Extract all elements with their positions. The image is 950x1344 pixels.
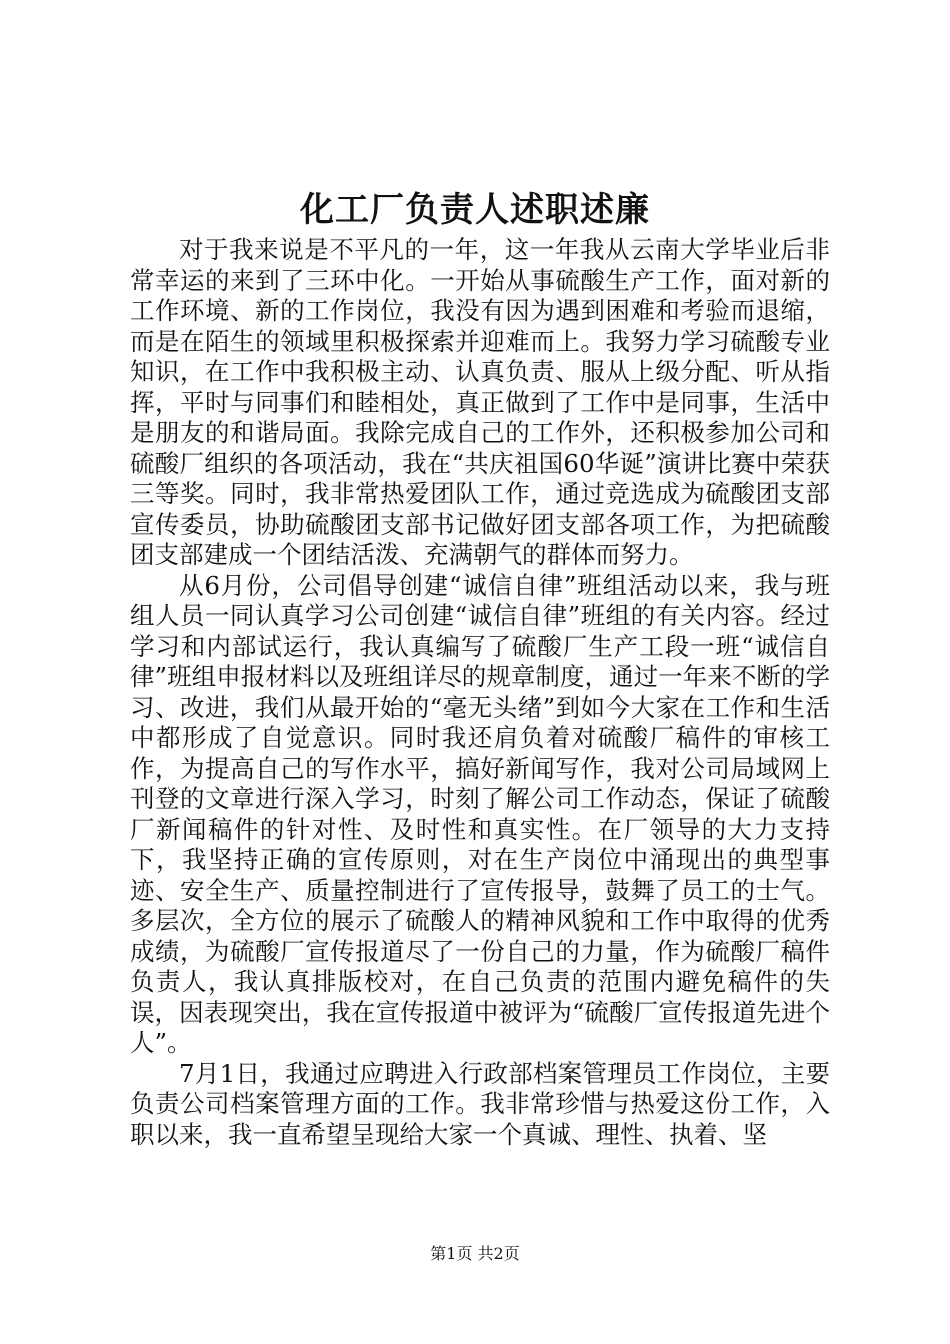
paragraph-3: 7月1日，我通过应聘进入行政部档案管理员工作岗位，主要负责公司档案管理方面的工作。我非常珍惜与热爱这份工作，入职以来，我一直希望呈现给大家一个真诚、理性、执着、坚 xyxy=(130,1058,830,1149)
document-body xyxy=(130,235,830,1150)
document-title: 化工厂负责人述职述廉 xyxy=(300,190,650,230)
page-number-footer: 第1页 共2页 xyxy=(430,1244,520,1263)
paragraph-2: 从6月份，公司倡导创建“诚信自律”班组活动以来，我与班组人员一同认真学习公司创建“诚信自律”班组的有关内容。经过学习和内部试运行，我认真编写了硫酸厂生产工段一班“诚信自律”班组申报材料以及班组详尽的规章制度，通过一年来不断的学习、改进，我们从最开始的“毫无头绪”到如今大家在工作和生活中都形成了自觉意识。同时我还肩负着对硫酸厂稿件的审核工作，为提高自己的写作水平，搞好新闻写作，我对公司局域网上刊登的文章进行深入学习，时刻了解公司工作动态，保证了硫酸厂新闻稿件的针对性、及时性和真实性。在厂领导的大力支持下，我坚持正确的宣传原则，对在生产岗位中涌现出的典型事迹、安全生产、质量控制进行了宣传报导，鼓舞了员工的士气。多层次，全方位的展示了硫酸人的精神风貌和工作中取得的优秀成绩，为硫酸厂宣传报道尽了一份自己的力量，作为硫酸厂稿件负责人，我认真排版校对，在自己负责的范围内避免稿件的失误，因表现突出，我在宣传报道中被评为“硫酸厂宣传报道先进个人”。 xyxy=(130,570,830,1057)
paragraph-1: 对于我来说是不平凡的一年，这一年我从云南大学毕业后非常幸运的来到了三环中化。一开始从事硫酸生产工作，面对新的工作环境、新的工作岗位，我没有因为遇到困难和考验而退缩，而是在陌生的领域里积极探索并迎难而上。我努力学习硫酸专业知识，在工作中我积极主动、认真负责、服从上级分配、听从指挥，平时与同事们和睦相处，真正做到了工作中是同事，生活中是朋友的和谐局面。我除完成自己的工作外，还积极参加公司和硫酸厂组织的各项活动，我在“共庆祖国60华诞”演讲比赛中荣获三等奖。同时，我非常热爱团队工作，通过竞选成为硫酸团支部宣传委员，协助硫酸团支部书记做好团支部各项工作，为把硫酸团支部建成一个团结活泼、充满朝气的群体而努力。 xyxy=(130,235,830,569)
